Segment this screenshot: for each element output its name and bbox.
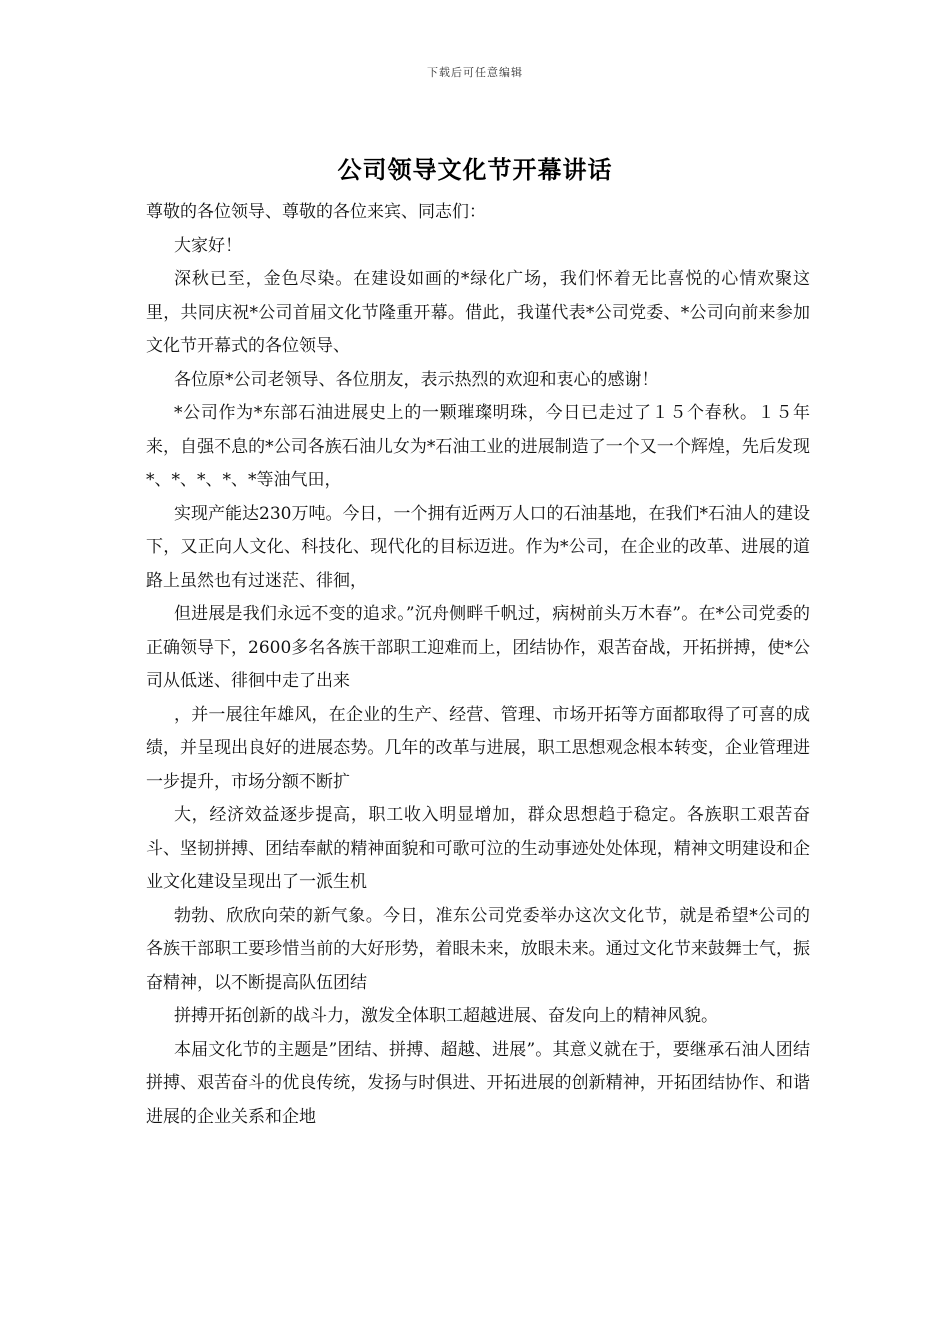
paragraph-welcome: 各位原*公司老领导、各位朋友，表示热烈的欢迎和衷心的感谢！ bbox=[174, 369, 659, 390]
document-body bbox=[146, 196, 810, 1134]
paragraph-growth: 大，经济效益逐步提高，职工收入明显增加，群众思想趋于稳定。各族职工艰苦奋斗、坚韧拼搏、团结奉献的精神面貌和可歌可泣的生动事迹处处体现，精神文明建设和企业文化建设呈现出了一派生机 bbox=[146, 805, 810, 892]
page-header-note: 下载后可任意编辑 bbox=[427, 66, 523, 79]
paragraph-pursuit: 但进展是我们永远不变的追求。”沉舟侧畔千帆过，病树前头万木春”。在*公司党委的正确领导下，2600多名各族干部职工迎难而上，团结协作，艰苦奋战，开拓拼搏，使*公司从低迷、徘徊中走了出来 bbox=[146, 604, 810, 691]
document-title: 公司领导文化节开幕讲话 bbox=[337, 155, 613, 184]
paragraph-history: *公司作为*东部石油进展史上的一颗璀璨明珠，今日已走过了１５个春秋。１５年来，自强不息的*公司各族石油儿女为*石油工业的进展制造了一个又一个辉煌，先后发现*、*、*、*、*等油气田， bbox=[146, 403, 810, 490]
paragraph-spirit: 拼搏开拓创新的战斗力，激发全体职工超越进展、奋发向上的精神风貌。 bbox=[174, 1006, 718, 1026]
paragraph-opening: 深秋已至，金色尽染。在建设如画的*绿化广场，我们怀着无比喜悦的心情欢聚这里，共同庆祝*公司首届文化节隆重开幕。借此，我谨代表*公司党委、*公司向前来参加文化节开幕式的各位领导、 bbox=[146, 269, 810, 356]
paragraph-greeting: 大家好！ bbox=[174, 235, 242, 256]
paragraph-festival-purpose: 勃勃、欣欣向荣的新气象。今日，准东公司党委举办这次文化节，就是希望*公司的各族干部职工要珍惜当前的大好形势，着眼未来，放眼未来。通过文化节来鼓舞士气，振奋精神，以不断提高队伍团结 bbox=[146, 905, 810, 993]
salutation: 尊敬的各位领导、尊敬的各位来宾、同志们： bbox=[146, 202, 486, 222]
paragraph-capacity: 实现产能达230万吨。今日，一个拥有近两万人口的石油基地，在我们*石油人的建设下，又正向人文化、科技化、现代化的目标迈进。作为*公司，在企业的改革、进展的道路上虽然也有过迷茫、徘徊， bbox=[146, 503, 810, 591]
paragraph-achievements: ，并一展往年雄风，在企业的生产、经营、管理、市场开拓等方面都取得了可喜的成绩，并呈现出良好的进展态势。几年的改革与进展，职工思想观念根本转变，企业管理进一步提升，市场分额不断扩 bbox=[146, 704, 810, 792]
paragraph-theme: 本届文化节的主题是”团结、拼搏、超越、进展”。其意义就在于，要继承石油人团结拼搏、艰苦奋斗的优良传统，发扬与时俱进、开拓进展的创新精神，开拓团结协作、和谐进展的企业关系和企地 bbox=[146, 1039, 810, 1127]
